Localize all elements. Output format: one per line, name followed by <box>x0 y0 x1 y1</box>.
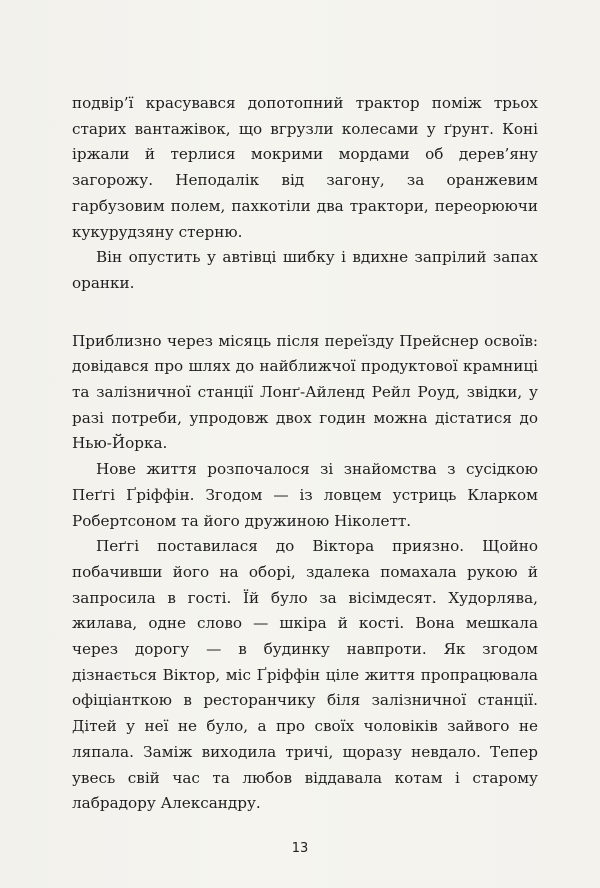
body-text <box>72 91 538 817</box>
paragraph: подвір’ї красувався допотопний трактор поміж трьох старих вантажівок, що вгрузли колесами у ґрунт. Коні іржали й терлися мокрими мордами об дерев’яну загорожу. Неподалік від загону, за оранжевим гарбузовим полем, пахкотіли два трактори, переорюючи кукурудзяну стерню. <box>72 94 538 241</box>
paragraph: Приблизно через місяць після переїзду Прейснер освоїв: довідався про шлях до найближчої продуктової крамниці та залізничної станції Лонґ-Айленд Рейл Роуд, звідки, у разі потреби, упродовж двох годин можна дістатися до Нью-Йорка. <box>72 331 538 453</box>
paragraph: Він опустить у автівці шибку і вдихне запрілий запах оранки. <box>72 248 538 292</box>
paragraph: Нове життя розпочалося зі знайомства з сусідкою Пеґгі Ґріффін. Згодом — із ловцем устриць Кларком Робертсоном та його дружиною Ніколетт. <box>72 460 538 530</box>
paragraph: Пеґгі поставилася до Віктора приязно. Щойно побачивши його на оборі, здалека помахала рукою й запросила в гості. Їй було за вісімдесят. Худорлява, жилава, одне слово — шкіра й кості. Вона мешкала через дорогу — в будинку навпроти. Як згодом дізнається Віктор, міс Ґріффін ціле життя пропрацювала офіціанткою в ресторанчику біля залізничної станції. Дітей у неї не було, а про своїх чоловіків зайвого не ляпала. Заміж виходила тричі, щоразу невдало. Тепер увесь свій час та любов віддавала котам і старому лабрадору Александру. <box>72 537 538 813</box>
section-break <box>72 297 538 329</box>
page-number: 13 <box>291 841 309 856</box>
